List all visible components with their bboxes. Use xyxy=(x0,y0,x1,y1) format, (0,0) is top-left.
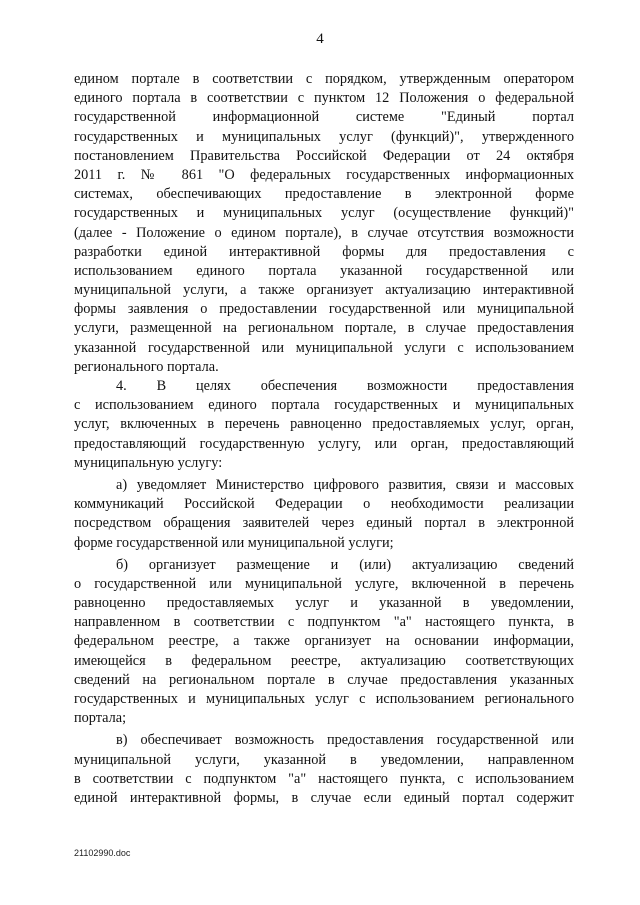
text-line: использованием единого портала указанной государственной или xyxy=(74,262,574,279)
paragraph-start-line: 4. В целях обеспечения возможности предоставления xyxy=(116,378,574,394)
paragraph-start-line: в) обеспечивает возможность предоставления государственной или xyxy=(116,732,574,749)
text-line: с использованием единого портала государственных и муниципальных xyxy=(74,397,574,414)
text-line: единого портала в соответствии с пунктом 12 Положения о федеральной xyxy=(74,90,574,107)
text-line: о государственной или муниципальной услуге, включенной в перечень xyxy=(74,575,574,592)
file-name-footer: 21102990.doc xyxy=(74,848,131,858)
text-line: регионального портала. xyxy=(74,358,219,375)
text-line: указанной государственной или муниципальной услуги с использованием xyxy=(74,339,574,356)
text-line: государственной информационной системе "Единый портал xyxy=(74,109,574,126)
text-line: формы заявления о предоставлении государственной или муниципальной xyxy=(74,301,574,318)
text-line: (далее - Положение о едином портале), в случае отсутствия возможности xyxy=(74,224,574,241)
text-line: сведений на региональном портале в случае предоставления указанных xyxy=(74,671,574,688)
text-line: форме государственной или муниципальной услуги; xyxy=(74,534,394,551)
text-line: муниципальную услугу: xyxy=(74,454,223,471)
text-line: федеральном реестре, а также организует на основании информации, xyxy=(74,633,574,650)
page-number: 4 xyxy=(316,31,324,47)
text-line: равноценно предоставляемых услуг и указанной в уведомлении, xyxy=(74,595,574,612)
text-line: услуг, включенных в перечень равноценно предоставляемых услуг, орган, xyxy=(74,416,574,433)
text-line: едином портале в соответствии с порядком, утвержденным оператором xyxy=(74,71,574,87)
text-line: постановлением Правительства Российской Федерации от 24 октября xyxy=(74,147,574,164)
text-line: предоставляющий государственную услугу, или орган, предоставляющий xyxy=(74,435,574,452)
text-line: государственных и муниципальных услуг (функций)", утвержденного xyxy=(74,128,574,145)
text-line: направленном в соответствии с подпунктом "а" настоящего пункта, в xyxy=(74,614,574,631)
text-line: в соответствии с подпунктом "а" настоящего пункта, с использованием xyxy=(74,770,574,787)
text-line: портала; xyxy=(74,710,127,727)
text-line: муниципальной услуги, указанной в уведомлении, направленном xyxy=(74,751,574,768)
paragraph-start-line: а) уведомляет Министерство цифрового развития, связи и массовых xyxy=(116,476,574,493)
text-line: коммуникаций Российской Федерации о необходимости реализации xyxy=(74,496,574,513)
text-line: единой интерактивной формы, в случае если единый портал содержит xyxy=(74,789,574,806)
paragraph-start-line: б) организует размещение и (или) актуализацию сведений xyxy=(116,556,574,573)
text-line: системах, обеспечивающих предоставление в электронной форме xyxy=(74,186,574,203)
text-line: разработки единой интерактивной формы для предоставления с xyxy=(74,243,574,260)
text-line: посредством обращения заявителей через единый портал в электронной xyxy=(74,515,574,532)
text-line: муниципальной услуги, а также организует актуализацию интерактивной xyxy=(74,282,574,299)
text-line: государственных и муниципальных услуг с использованием регионального xyxy=(74,691,574,707)
text-line: государственных и муниципальных услуг (осуществление функций)" xyxy=(74,205,574,222)
text-line: имеющейся в федеральном реестре, актуализацию соответствующих xyxy=(74,652,574,669)
text-line: услуги, размещенной на региональном портале, в случае предоставления xyxy=(74,320,574,337)
text-line: 2011 г. № 861 "О федеральных государственных информационных xyxy=(74,166,574,183)
document-body xyxy=(74,70,574,808)
